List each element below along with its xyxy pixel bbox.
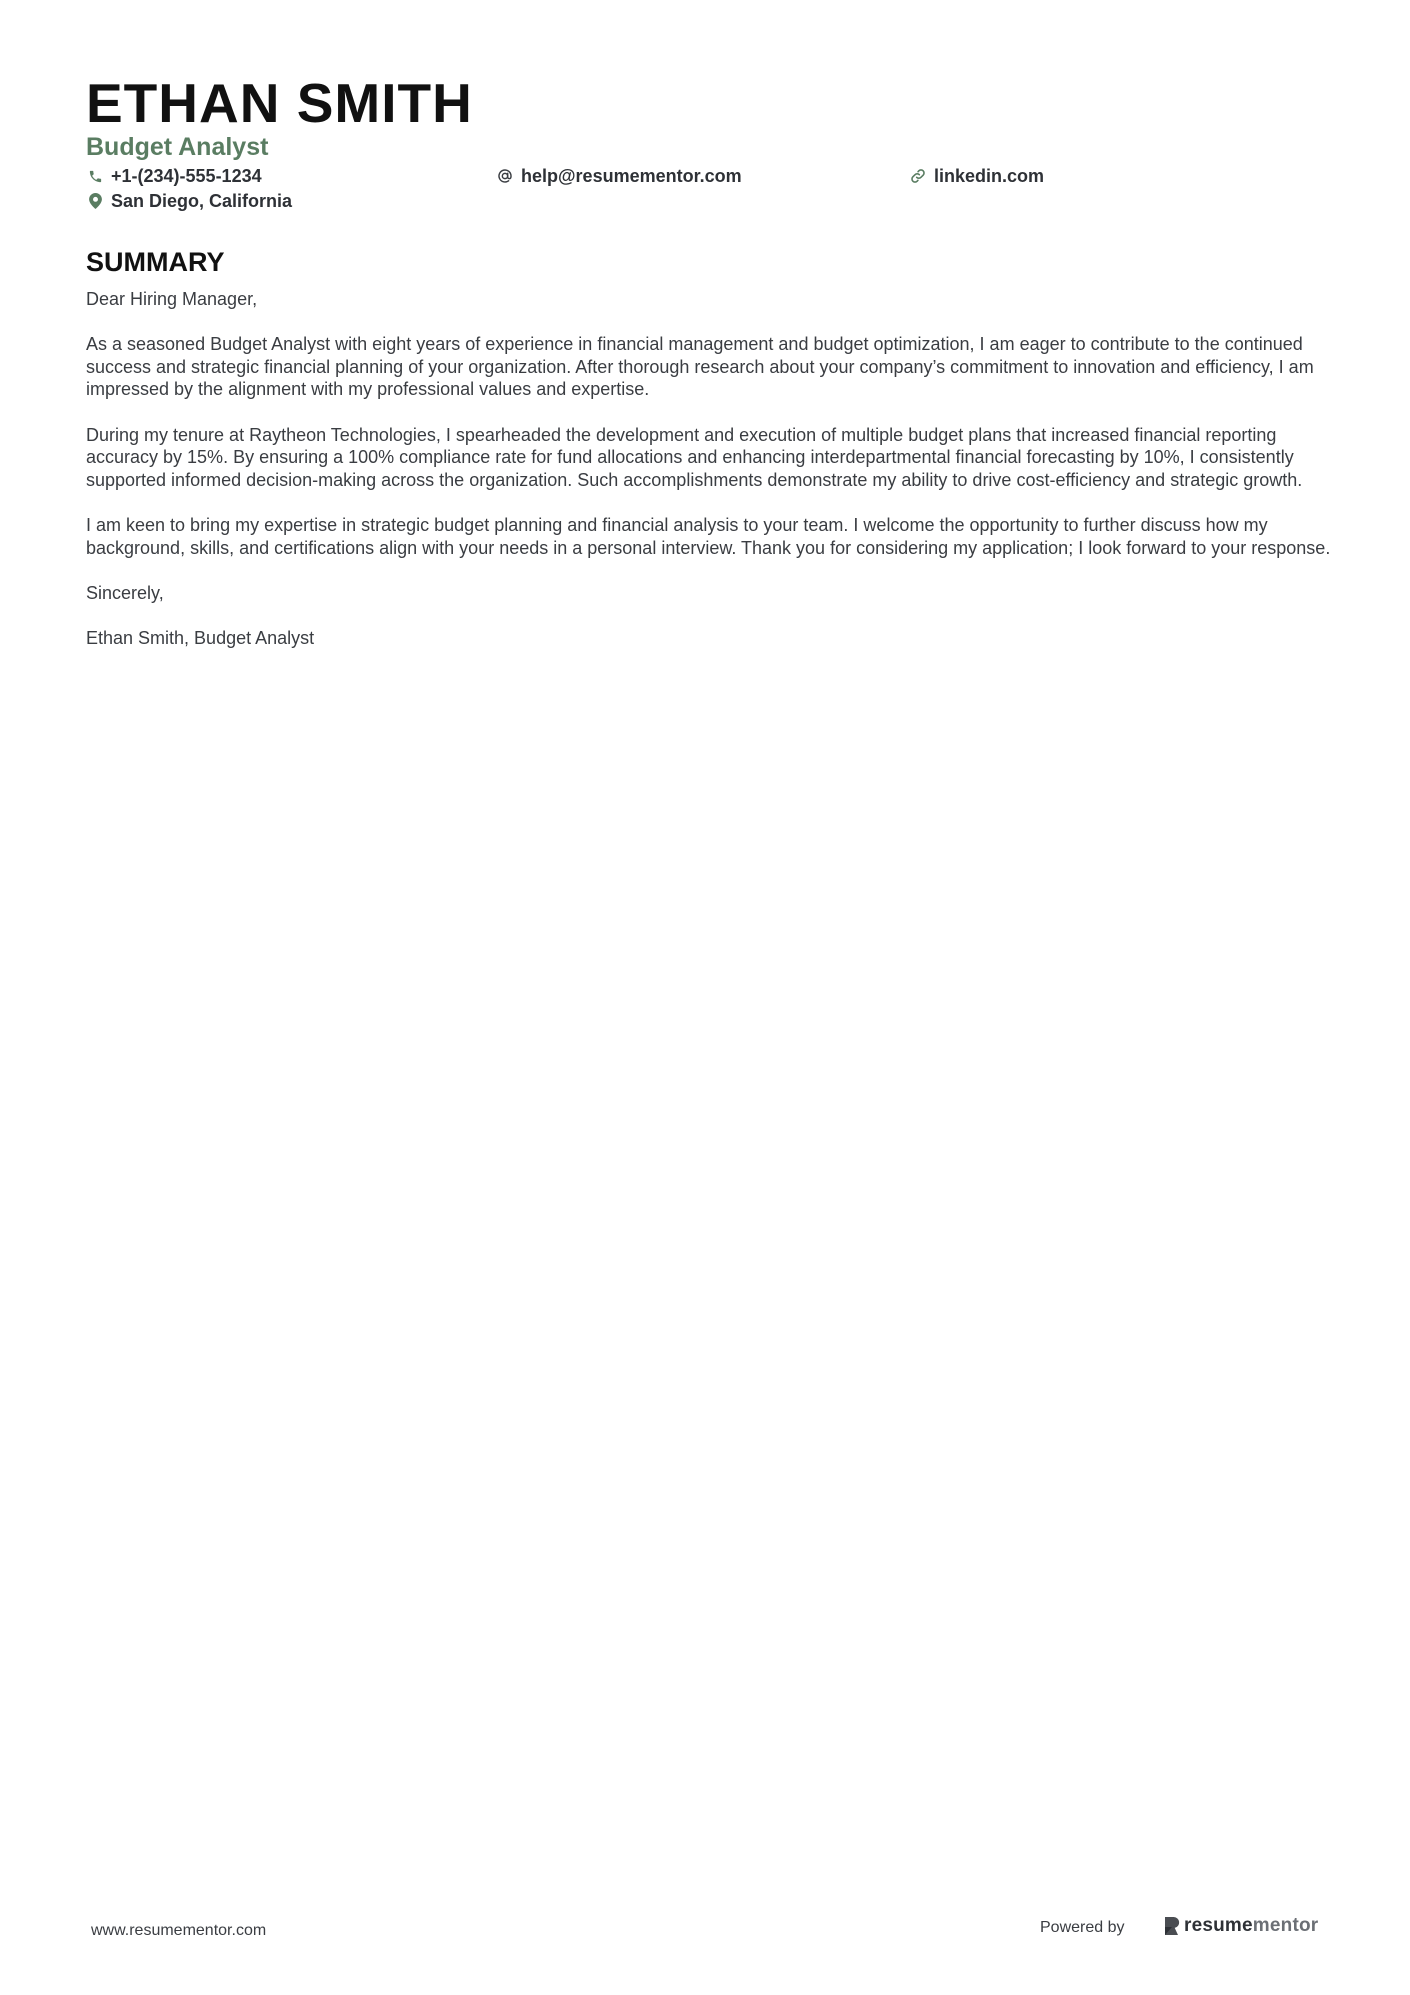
brand-part-mentor: mentor [1252,1915,1319,1936]
contact-phone [86,164,262,188]
paragraph: During my tenure at Raytheon Technologies, I spearheaded the development and execution of multiple budget plans that increased financial reporting accuracy by 15%. By ensuring a 100% compliance rate for fund allocations and enhancing interdepartmental financial forecasting by 10%, I consistently supported informed decision-making across the organization. Such accomplishments demonstrate my ability to drive cost-efficiency and strategic growth. [86,424,1303,490]
linkedin-text[interactable]: linkedin.com [934,166,1045,186]
paragraph: I am keen to bring my expertise in strategic budget planning and financial analysis to your team. I welcome the opportunity to further discuss how my background, skills, and certifications align with your needs in a personal interview. Thank you for considering my application; I look forward to your response. [86,514,1331,558]
link-icon [909,167,927,185]
signature: Ethan Smith, Budget Analyst [86,627,315,648]
at-sign-icon [496,167,514,185]
location-text: San Diego, California [111,191,293,211]
contact-email [496,164,742,188]
section-heading-summary: SUMMARY [86,247,225,277]
greeting: Dear Hiring Manager, [86,289,258,309]
letter-body [86,288,1336,672]
contact-location [86,189,292,213]
job-title: Budget Analyst [86,133,269,161]
phone-text[interactable]: +1-(234)-555-1234 [111,166,262,186]
email-text[interactable]: help@resumementor.com [521,166,742,186]
location-pin-icon [86,192,104,210]
powered-by-label: Powered by [1040,1919,1125,1936]
brand-part-resume: resume [1184,1915,1253,1936]
paragraph: As a seasoned Budget Analyst with eight years of experience in financial management and budget optimization, I am eager to contribute to the continued success and strategic financial planning of your organization. After thorough research about your company’s commitment to innovation and efficiency, I am impressed by the alignment with my professional values and expertise. [86,334,1314,400]
contact-linkedin [909,164,1044,188]
brand-wordmark [1184,1914,1318,1938]
brand-logo[interactable] [1163,1914,1318,1938]
candidate-name: ETHAN SMITH [86,72,473,134]
footer-website-link[interactable]: www.resumementor.com [91,1922,267,1939]
closing: Sincerely, [86,582,164,603]
phone-icon [86,167,104,185]
resumementor-logo-icon [1163,1915,1180,1937]
